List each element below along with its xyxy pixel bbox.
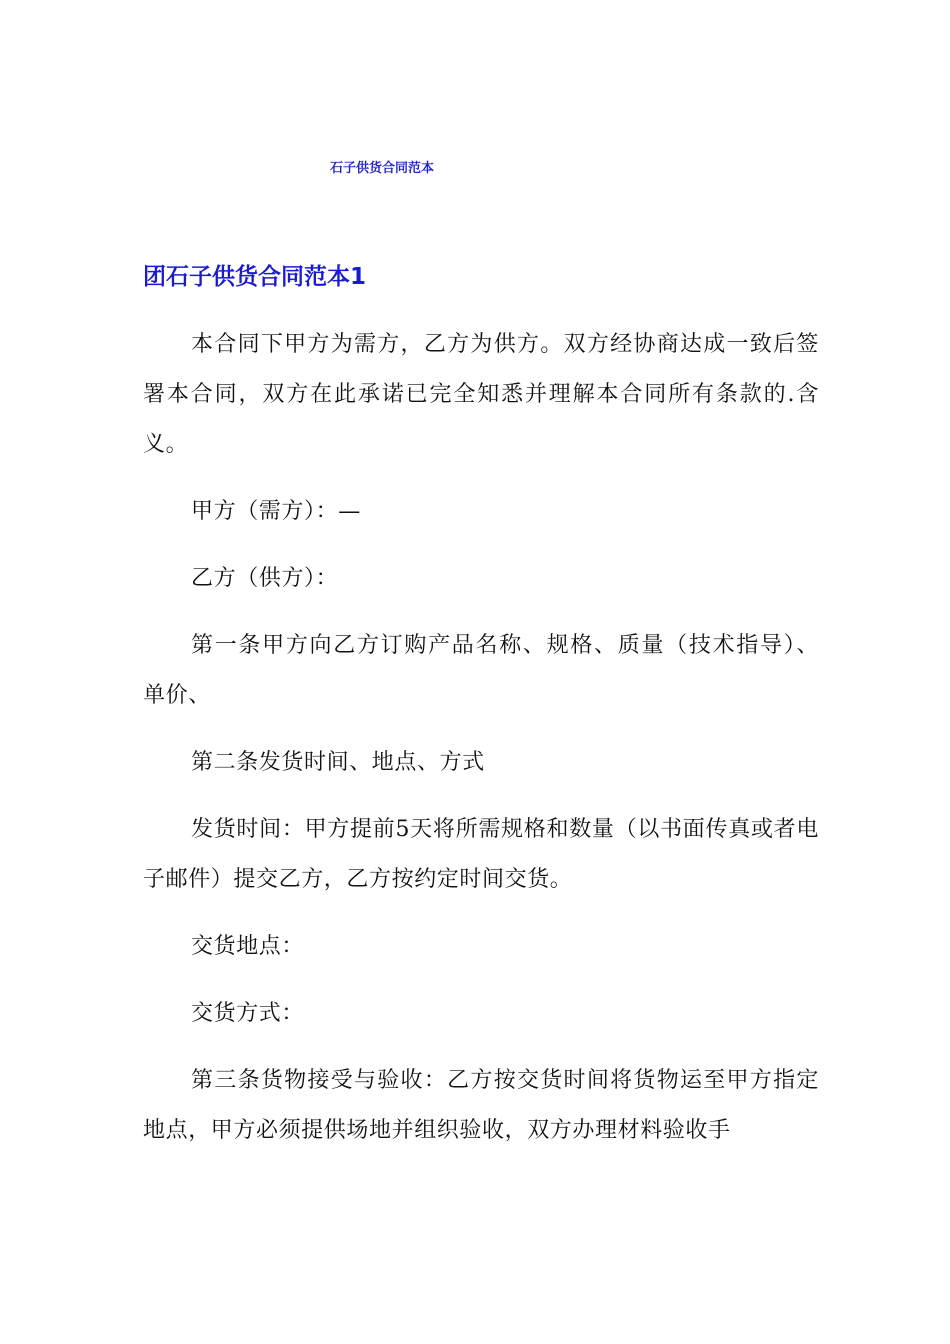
document-body	[143, 320, 819, 1173]
section-heading: 团石子供货合同范本1	[143, 264, 367, 290]
page-header-title: 石子供货合同范本	[330, 161, 435, 176]
paragraph-party-a: 甲方（需方）：—	[191, 499, 361, 524]
paragraph-preamble: 本合同下甲方为需方，乙方为供方。双方经协商达成一致后签署本合同，双方在此承诺已完全知悉并理解本合同所有条款的.含义。	[143, 332, 819, 457]
paragraph-delivery-method: 交货方式：	[191, 1001, 305, 1026]
paragraph-article-1: 第一条甲方向乙方订购产品名称、规格、质量（技术指导）、 单价、	[143, 633, 819, 708]
paragraph-delivery-time: 发货时间：甲方提前5天将所需规格和数量（以书面传真或者电子邮件）提交乙方，乙方按约定时间交货。	[143, 817, 819, 892]
paragraph-article-3: 第三条货物接受与验收：乙方按交货时间将货物运至甲方指定地点，甲方必须提供场地并组织验收，双方办理材料验收手	[143, 1068, 819, 1143]
paragraph-delivery-place: 交货地点：	[191, 934, 305, 959]
paragraph-party-b: 乙方（供方）：	[191, 566, 339, 591]
paragraph-article-2: 第二条发货时间、地点、方式	[191, 750, 485, 775]
